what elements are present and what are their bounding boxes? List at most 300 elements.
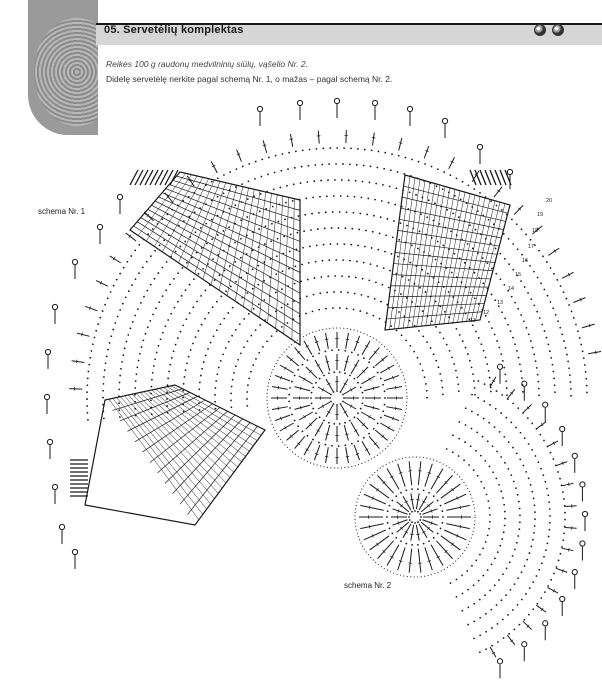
chain-stitch bbox=[556, 566, 558, 568]
chain-stitch bbox=[479, 192, 481, 194]
chain-stitch bbox=[409, 262, 411, 264]
chain-stitch bbox=[231, 386, 233, 388]
chain-stitch bbox=[435, 360, 437, 362]
chain-stitch bbox=[177, 301, 179, 303]
treble-stitch bbox=[387, 469, 399, 490]
chain-stitch bbox=[258, 352, 260, 354]
chain-stitch bbox=[368, 433, 370, 435]
chain-stitch bbox=[342, 401, 344, 403]
chain-stitch bbox=[532, 581, 534, 583]
chain-stitch bbox=[242, 166, 244, 168]
chain-stitch bbox=[489, 521, 491, 523]
treble-stitch bbox=[294, 387, 309, 391]
treble-stitch bbox=[318, 131, 319, 144]
picot-loop bbox=[572, 453, 577, 458]
chain-stitch bbox=[512, 609, 514, 611]
chain-stitch bbox=[275, 155, 277, 157]
chain-stitch bbox=[375, 183, 377, 185]
chain-stitch bbox=[171, 357, 173, 359]
chain-stitch bbox=[517, 494, 519, 496]
treble-stitch bbox=[304, 441, 312, 455]
chain-stitch bbox=[312, 387, 314, 389]
treble-stitch bbox=[409, 461, 412, 485]
chain-stitch bbox=[458, 421, 460, 423]
chain-stitch bbox=[524, 565, 526, 567]
chain-stitch bbox=[338, 227, 340, 229]
chain-stitch bbox=[386, 218, 388, 220]
treble-stitch bbox=[275, 375, 290, 380]
chain-stitch bbox=[390, 169, 392, 171]
chain-stitch bbox=[283, 236, 285, 238]
treble-stitch bbox=[314, 336, 319, 351]
chain-stitch bbox=[423, 543, 425, 545]
chain-stitch bbox=[193, 278, 195, 280]
chain-stitch bbox=[523, 619, 525, 621]
schema-1-label: schema Nr. 1 bbox=[38, 207, 86, 216]
chain-stitch bbox=[441, 522, 443, 524]
chain-stitch bbox=[381, 200, 383, 202]
chain-stitch bbox=[329, 147, 331, 149]
chain-stitch bbox=[320, 180, 322, 182]
treble-stitch bbox=[286, 356, 298, 366]
chain-stitch bbox=[500, 412, 502, 414]
chain-stitch bbox=[400, 293, 402, 295]
chain-stitch bbox=[142, 340, 144, 342]
chain-stitch bbox=[158, 345, 160, 347]
chain-stitch bbox=[241, 183, 243, 185]
chain-stitch bbox=[315, 412, 317, 414]
treble-stitch bbox=[370, 484, 389, 498]
chain-stitch bbox=[119, 375, 121, 377]
treble-stitch bbox=[375, 430, 387, 440]
stitch-bar bbox=[595, 351, 596, 355]
chain-stitch bbox=[356, 164, 358, 166]
chain-stitch bbox=[523, 465, 525, 467]
chain-stitch bbox=[517, 604, 519, 606]
chain-stitch bbox=[149, 320, 151, 322]
chain-stitch bbox=[355, 277, 357, 279]
chain-stitch bbox=[341, 275, 343, 277]
chain-stitch bbox=[280, 170, 282, 172]
picot-loop bbox=[59, 524, 64, 529]
chain-stitch bbox=[214, 401, 216, 403]
chain-stitch bbox=[474, 394, 476, 396]
chain-stitch bbox=[521, 228, 523, 230]
chain-stitch bbox=[428, 492, 430, 494]
chain-stitch bbox=[135, 278, 137, 280]
chain-stitch bbox=[186, 262, 188, 264]
chain-stitch bbox=[118, 388, 120, 390]
chain-stitch bbox=[438, 366, 440, 368]
chain-stitch bbox=[335, 259, 337, 261]
chain-stitch bbox=[425, 383, 427, 385]
chain-stitch bbox=[549, 522, 551, 524]
chain-stitch bbox=[156, 352, 158, 354]
chain-stitch bbox=[529, 265, 531, 267]
chain-stitch bbox=[561, 334, 563, 336]
chain-stitch bbox=[305, 197, 307, 199]
chain-stitch bbox=[482, 548, 484, 550]
chain-stitch bbox=[561, 546, 563, 548]
chain-stitch bbox=[154, 278, 156, 280]
chain-stitch bbox=[216, 301, 218, 303]
chain-stitch bbox=[311, 403, 313, 405]
chain-stitch bbox=[394, 204, 396, 206]
instructions-text: Didelę servetėlę nerkite pagal schemą Nr. 1, o mažas – pagal schemą Nr. 2. bbox=[106, 74, 393, 84]
stitch-bar bbox=[300, 406, 301, 409]
chain-stitch bbox=[328, 163, 330, 165]
chain-stitch bbox=[550, 452, 552, 454]
chain-stitch bbox=[228, 208, 230, 210]
chain-stitch bbox=[492, 445, 494, 447]
chain-stitch bbox=[562, 539, 564, 541]
chain-stitch bbox=[507, 468, 509, 470]
chain-stitch bbox=[549, 508, 551, 510]
chain-stitch bbox=[353, 378, 355, 380]
mesh-block bbox=[85, 385, 265, 525]
mesh-row bbox=[151, 205, 300, 283]
chain-stitch bbox=[338, 349, 340, 351]
chain-stitch bbox=[512, 337, 514, 339]
chain-stitch bbox=[295, 151, 297, 153]
chain-stitch bbox=[504, 462, 506, 464]
mesh-row bbox=[159, 197, 300, 262]
chain-stitch bbox=[497, 551, 499, 553]
treble-stitch bbox=[351, 422, 359, 436]
chain-stitch bbox=[474, 297, 476, 299]
chain-stitch bbox=[351, 351, 353, 353]
treble-stitch bbox=[96, 281, 108, 287]
chain-stitch bbox=[466, 570, 468, 572]
picot-loop bbox=[97, 224, 102, 229]
chain-stitch bbox=[542, 474, 544, 476]
mesh-row bbox=[137, 222, 300, 325]
treble-stitch bbox=[380, 365, 394, 373]
treble-stitch bbox=[85, 306, 97, 310]
chain-stitch bbox=[487, 569, 489, 571]
chain-stitch bbox=[552, 458, 554, 460]
chain-stitch bbox=[495, 477, 497, 479]
chain-stitch bbox=[128, 290, 130, 292]
chain-stitch bbox=[517, 535, 519, 537]
chain-stitch bbox=[219, 274, 221, 276]
chain-stitch bbox=[544, 481, 546, 483]
chain-stitch bbox=[586, 392, 588, 394]
chain-stitch bbox=[375, 281, 377, 283]
chain-stitch bbox=[169, 284, 171, 286]
treble-stitch bbox=[341, 405, 348, 417]
chain-stitch bbox=[539, 434, 541, 436]
mesh-col bbox=[219, 187, 243, 291]
chain-stitch bbox=[134, 387, 136, 389]
chain-stitch bbox=[475, 559, 477, 561]
chain-stitch bbox=[517, 407, 519, 409]
chain-stitch bbox=[358, 229, 360, 231]
picot-loop bbox=[72, 259, 77, 264]
chain-stitch bbox=[536, 367, 538, 369]
chain-stitch bbox=[469, 224, 471, 226]
dense-stitch bbox=[480, 170, 486, 185]
chain-stitch bbox=[521, 377, 523, 379]
chain-stitch bbox=[218, 367, 220, 369]
chain-stitch bbox=[315, 382, 317, 384]
chain-stitch bbox=[327, 179, 329, 181]
treble-stitch bbox=[354, 445, 359, 460]
chain-stitch bbox=[417, 488, 419, 490]
chain-stitch bbox=[177, 272, 179, 274]
chain-stitch bbox=[546, 261, 548, 263]
chain-stitch bbox=[174, 307, 176, 309]
chain-stitch bbox=[311, 213, 313, 215]
chain-stitch bbox=[199, 382, 201, 384]
chain-stitch bbox=[395, 187, 397, 189]
treble-stitch bbox=[362, 441, 370, 455]
chain-stitch bbox=[336, 147, 338, 149]
chain-stitch bbox=[372, 231, 374, 233]
chain-stitch bbox=[290, 234, 292, 236]
chain-stitch bbox=[552, 307, 554, 309]
chain-stitch bbox=[524, 286, 526, 288]
chain-stitch bbox=[382, 284, 384, 286]
chain-stitch bbox=[235, 281, 237, 283]
chain-stitch bbox=[543, 556, 545, 558]
chain-stitch bbox=[531, 491, 533, 493]
chain-stitch bbox=[307, 359, 309, 361]
chain-stitch bbox=[540, 283, 542, 285]
chain-stitch bbox=[479, 651, 481, 653]
chain-stitch bbox=[302, 149, 304, 151]
stitch-bar bbox=[399, 143, 402, 144]
chain-stitch bbox=[533, 304, 535, 306]
chain-stitch bbox=[173, 350, 175, 352]
chain-stitch bbox=[442, 394, 444, 396]
chain-stitch bbox=[276, 330, 278, 332]
treble-stitch bbox=[326, 447, 329, 463]
chain-stitch bbox=[580, 344, 582, 346]
chain-stitch bbox=[344, 372, 346, 374]
chain-stitch bbox=[547, 343, 549, 345]
chain-stitch bbox=[531, 423, 533, 425]
mesh-row bbox=[389, 295, 486, 296]
chain-stitch bbox=[562, 491, 564, 493]
chain-stitch bbox=[363, 262, 365, 264]
chain-stitch bbox=[152, 372, 154, 374]
chain-stitch bbox=[167, 319, 169, 321]
treble-stitch bbox=[354, 336, 359, 351]
chain-stitch bbox=[135, 380, 137, 382]
chain-stitch bbox=[217, 177, 219, 179]
chain-stitch bbox=[482, 282, 484, 284]
chain-stitch bbox=[211, 181, 213, 183]
treble-stitch bbox=[315, 422, 323, 436]
chain-stitch bbox=[246, 405, 248, 407]
chain-stitch bbox=[170, 313, 172, 315]
chain-stitch bbox=[102, 310, 104, 312]
chain-stitch bbox=[491, 627, 493, 629]
chain-stitch bbox=[362, 278, 364, 280]
chain-stitch bbox=[469, 360, 471, 362]
treble-stitch bbox=[344, 387, 356, 394]
chain-stitch bbox=[532, 539, 534, 541]
chain-stitch bbox=[377, 423, 379, 425]
chain-stitch bbox=[88, 371, 90, 373]
stitch-bar bbox=[77, 360, 78, 364]
treble-stitch bbox=[387, 545, 399, 566]
chain-stitch bbox=[354, 196, 356, 198]
chain-stitch bbox=[324, 228, 326, 230]
chain-stitch bbox=[216, 329, 218, 331]
chain-stitch bbox=[463, 459, 465, 461]
chain-stitch bbox=[318, 442, 320, 444]
chain-stitch bbox=[504, 511, 506, 513]
picot-loop bbox=[522, 642, 527, 647]
chain-stitch bbox=[342, 394, 344, 396]
chain-stitch bbox=[474, 272, 476, 274]
chain-stitch bbox=[291, 381, 293, 383]
chain-stitch bbox=[442, 387, 444, 389]
chain-stitch bbox=[546, 337, 548, 339]
chain-stitch bbox=[146, 261, 148, 263]
mesh-col bbox=[159, 388, 249, 451]
chain-stitch bbox=[252, 364, 254, 366]
chain-stitch bbox=[323, 244, 325, 246]
chain-stitch bbox=[257, 265, 259, 267]
treble-stitch bbox=[494, 187, 502, 197]
chain-stitch bbox=[398, 239, 400, 241]
chain-stitch bbox=[386, 516, 388, 518]
chain-stitch bbox=[520, 280, 522, 282]
chain-stitch bbox=[488, 422, 490, 424]
chain-stitch bbox=[398, 311, 400, 313]
mesh-col bbox=[394, 178, 415, 329]
chain-stitch bbox=[150, 400, 152, 402]
chain-stitch bbox=[195, 231, 197, 233]
chain-stitch bbox=[515, 427, 517, 429]
chain-stitch bbox=[167, 377, 169, 379]
treble-stitch bbox=[77, 333, 90, 336]
chain-stitch bbox=[99, 317, 101, 319]
chain-stitch bbox=[189, 312, 191, 314]
mesh-row bbox=[391, 286, 489, 287]
chain-stitch bbox=[423, 489, 425, 491]
chain-stitch bbox=[528, 477, 530, 479]
chain-stitch bbox=[398, 155, 400, 157]
row-number: 13 bbox=[497, 300, 504, 306]
chain-stitch bbox=[192, 343, 194, 345]
chain-stitch bbox=[263, 280, 265, 282]
chain-stitch bbox=[532, 608, 534, 610]
chain-stitch bbox=[204, 318, 206, 320]
chain-stitch bbox=[420, 213, 422, 215]
treble-stitch bbox=[441, 484, 460, 498]
chain-stitch bbox=[497, 623, 499, 625]
treble-stitch bbox=[237, 150, 242, 162]
chain-stitch bbox=[443, 338, 445, 340]
dense-stitch bbox=[485, 170, 491, 185]
chain-stitch bbox=[568, 304, 570, 306]
mesh-col bbox=[121, 397, 211, 504]
mesh-row bbox=[392, 275, 491, 279]
chain-stitch bbox=[547, 494, 549, 496]
chain-stitch bbox=[341, 179, 343, 181]
stitch-bar bbox=[345, 434, 348, 435]
treble-stitch bbox=[565, 506, 577, 507]
chain-stitch bbox=[311, 392, 313, 394]
chain-stitch bbox=[446, 448, 448, 450]
chain-stitch bbox=[286, 185, 288, 187]
treble-stitch bbox=[263, 140, 267, 152]
chain-stitch bbox=[159, 245, 161, 247]
chain-stitch bbox=[216, 373, 218, 375]
picot-loop bbox=[44, 394, 49, 399]
chain-stitch bbox=[291, 414, 293, 416]
chain-stitch bbox=[500, 490, 502, 492]
chain-stitch bbox=[490, 391, 492, 393]
chain-stitch bbox=[281, 153, 283, 155]
chain-stitch bbox=[166, 261, 168, 263]
chain-stitch bbox=[211, 238, 213, 240]
treble-stitch bbox=[369, 347, 379, 359]
chain-stitch bbox=[391, 153, 393, 155]
chain-stitch bbox=[312, 439, 314, 441]
mesh-col bbox=[195, 183, 226, 274]
chain-stitch bbox=[530, 239, 532, 241]
chain-stitch bbox=[151, 379, 153, 381]
chain-stitch bbox=[154, 358, 156, 360]
stitch-bar bbox=[263, 145, 266, 146]
chain-stitch bbox=[317, 228, 319, 230]
chain-stitch bbox=[489, 507, 491, 509]
chain-stitch bbox=[414, 522, 416, 524]
chain-stitch bbox=[305, 313, 307, 315]
chain-stitch bbox=[582, 350, 584, 352]
chain-stitch bbox=[554, 391, 556, 393]
chain-stitch bbox=[163, 239, 165, 241]
chain-stitch bbox=[505, 417, 507, 419]
mesh-row bbox=[402, 197, 506, 221]
chain-stitch bbox=[473, 584, 475, 586]
dense-stitch bbox=[500, 170, 506, 185]
treble-stitch bbox=[490, 647, 496, 657]
chain-stitch bbox=[232, 379, 234, 381]
chain-stitch bbox=[355, 180, 357, 182]
picot-loop bbox=[582, 511, 587, 516]
chain-stitch bbox=[91, 350, 93, 352]
chain-stitch bbox=[583, 357, 585, 359]
chain-stitch bbox=[387, 522, 389, 524]
chain-stitch bbox=[228, 226, 230, 228]
stitch-bar bbox=[369, 525, 370, 529]
chain-stitch bbox=[297, 369, 299, 371]
chain-stitch bbox=[162, 332, 164, 334]
chain-stitch bbox=[357, 440, 359, 442]
stitch-bar bbox=[278, 386, 279, 390]
chain-stitch bbox=[160, 338, 162, 340]
chain-stitch bbox=[477, 475, 479, 477]
chain-stitch bbox=[353, 212, 355, 214]
chain-stitch bbox=[393, 220, 395, 222]
chain-stitch bbox=[503, 504, 505, 506]
chain-stitch bbox=[516, 350, 518, 352]
page-title: 05. Servetėlių komplektas bbox=[104, 24, 244, 36]
chain-stitch bbox=[343, 147, 345, 149]
chain-stitch bbox=[491, 267, 493, 269]
chain-stitch bbox=[134, 315, 136, 317]
chain-stitch bbox=[103, 376, 105, 378]
chain-stitch bbox=[520, 370, 522, 372]
chain-stitch bbox=[477, 380, 479, 382]
chain-stitch bbox=[340, 391, 342, 393]
